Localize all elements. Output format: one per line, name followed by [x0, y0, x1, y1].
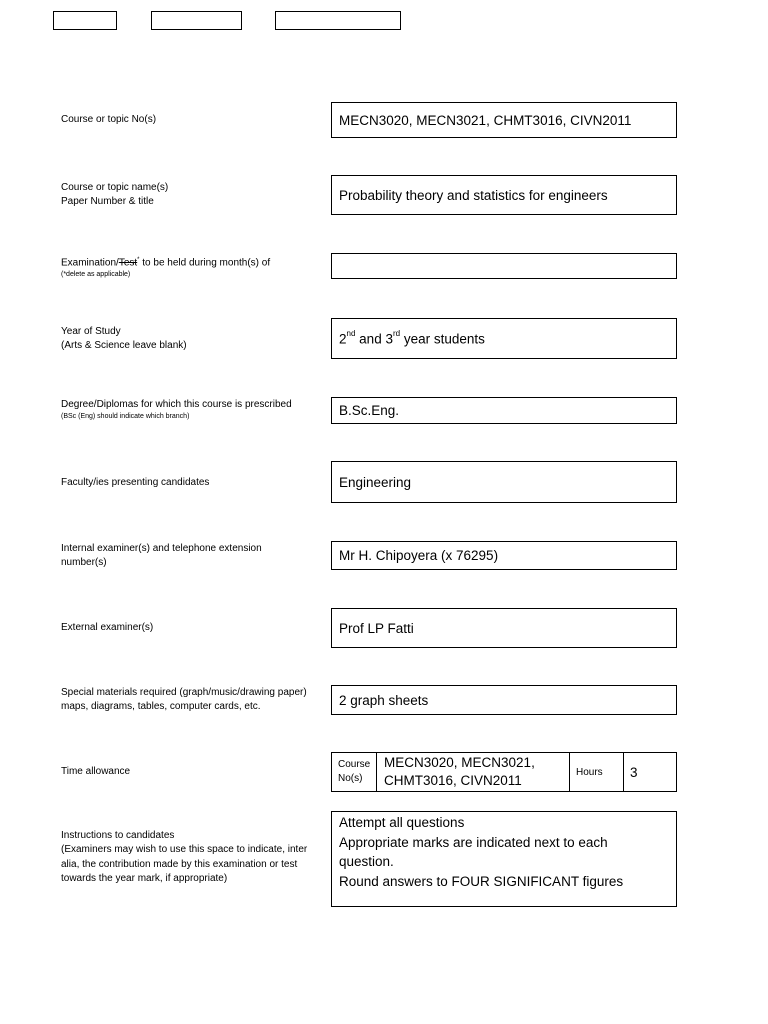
instruction-line: question. [339, 854, 394, 869]
instruction-line: Round answers to FOUR SIGNIFICANT figures [339, 873, 624, 889]
exam-month-field[interactable] [331, 253, 677, 279]
exam-month-label: Examination/Test* to be held during month(s) of (*delete as applicable) [61, 257, 271, 279]
degree-label: Degree/Diplomas for which this course is prescribed (BSc (Eng) should indicate which branch) [61, 399, 292, 420]
course-list-cell[interactable]: MECN3020, MECN3021, CHMT3016, CIVN2011 [377, 753, 570, 791]
materials-label: Special materials required (graph/music/drawing paper) maps, diagrams, tables, computer cards, etc. [61, 687, 307, 712]
degree-field[interactable]: B.Sc.Eng. [331, 397, 677, 424]
course-no-label: Course or topic No(s) [61, 114, 157, 125]
materials-field[interactable]: 2 graph sheets [331, 685, 677, 715]
year-label: Year of Study (Arts & Science leave blank) [61, 326, 187, 351]
course-name-label: Course or topic name(s) Paper Number & title [61, 182, 169, 207]
header-box-3[interactable] [275, 11, 401, 30]
time-allowance-label: Time allowance [61, 766, 131, 777]
course-no-field[interactable]: MECN3020, MECN3021, CHMT3016, CIVN2011 [331, 102, 677, 138]
internal-examiner-field[interactable]: Mr H. Chipoyera (x 76295) [331, 541, 677, 570]
year-field[interactable]: 2nd and 3rd year students [331, 318, 677, 359]
hours-label-cell: Hours [570, 753, 624, 791]
instructions-label: Instructions to candidates (Examiners may wish to use this space to indicate, inter alia, the contribution made by this examination or test towards the year mark, if appropriate) [61, 830, 308, 884]
header-box-2[interactable] [151, 11, 242, 30]
course-no-header-cell: Course No(s) [332, 753, 377, 791]
hours-value-cell[interactable]: 3 [630, 764, 638, 780]
course-name-field[interactable]: Probability theory and statistics for engineers [331, 175, 677, 215]
instruction-line: Attempt all questions [339, 815, 465, 830]
time-allowance-table [331, 752, 677, 792]
header-box-1[interactable] [53, 11, 117, 30]
external-examiner-label: External examiner(s) [61, 622, 154, 633]
external-examiner-field[interactable]: Prof LP Fatti [331, 608, 677, 648]
internal-examiner-label: Internal examiner(s) and telephone extension number(s) [61, 543, 262, 568]
instructions-field[interactable] [331, 811, 677, 907]
faculty-label: Faculty/ies presenting candidates [61, 477, 210, 488]
instruction-line: Appropriate marks are indicated next to each [339, 834, 608, 850]
faculty-field[interactable]: Engineering [331, 461, 677, 503]
